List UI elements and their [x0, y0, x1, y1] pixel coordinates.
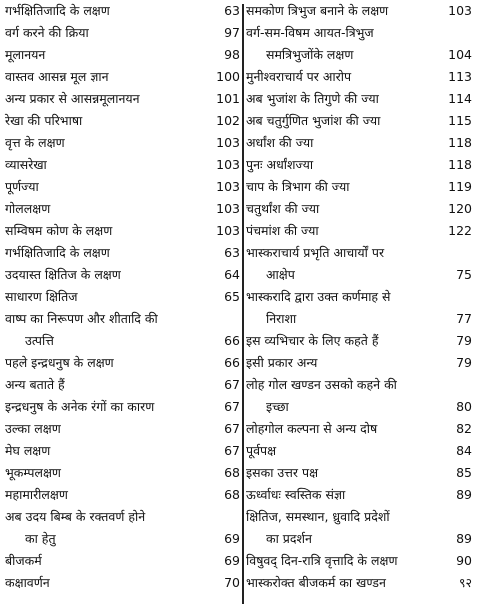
toc-entry [246, 0, 474, 22]
toc-entry-title: अर्धांश की ज्या [246, 135, 314, 150]
toc-entry-line [246, 44, 474, 66]
toc-entry-title: बीजकर्म [5, 553, 42, 568]
toc-entry [246, 440, 474, 462]
toc-entry-title: सम्विषम कोण के लक्षण [5, 223, 113, 238]
toc-page-number: 89 [456, 487, 472, 502]
toc-entry-title: समकोण त्रिभुज बनाने के लक्षण [246, 3, 389, 18]
toc-entry [5, 110, 240, 132]
toc-entry-title: व्यासरेखा [5, 157, 47, 172]
toc-entry [246, 110, 474, 132]
toc-entry-title: उल्का लक्षण [5, 421, 61, 436]
toc-page-number: 101 [216, 91, 240, 106]
toc-entry [246, 154, 474, 176]
toc-entry [246, 198, 474, 220]
toc-entry [5, 550, 240, 572]
toc-entry-title: आक्षेप [266, 267, 295, 282]
toc-entry-title: अब चतुर्गुणित भुजांश की ज्या [246, 113, 381, 128]
toc-page-number: 103 [216, 179, 240, 194]
toc-entry-title: गर्भक्षितिजादि के लक्षण [5, 3, 110, 18]
toc-entry-title: भास्करोक्त बीजकर्म का खण्डन [246, 575, 386, 590]
toc-page-number: 69 [224, 531, 240, 546]
toc-entry-line [5, 330, 240, 352]
toc-entry [5, 242, 240, 264]
toc-entry [5, 462, 240, 484]
toc-entry-line [246, 352, 474, 374]
toc-page-number: 66 [224, 333, 240, 348]
toc-entry-line [5, 462, 240, 484]
toc-entry [5, 308, 240, 352]
toc-page-number: 98 [224, 47, 240, 62]
toc-entry [5, 0, 240, 22]
toc-entry-title: अन्य प्रकार से आसन्नमूलानयन [5, 91, 140, 106]
toc-entry-title: मूलानयन [5, 47, 46, 62]
toc-entry-title: इच्छा [266, 399, 289, 414]
toc-entry-title: भास्करादि द्वारा उक्त कर्णमाह से [246, 289, 391, 304]
toc-page-number: 68 [224, 487, 240, 502]
toc-page-number: 90 [456, 553, 472, 568]
toc-entry [246, 462, 474, 484]
toc-page-number: 69 [224, 553, 240, 568]
toc-entry-line [246, 396, 474, 418]
toc-entry-title: ऊर्ध्वाधः स्वस्तिक संज्ञा [246, 487, 346, 502]
toc-entry-line [5, 66, 240, 88]
toc-entry-title: मुनीश्वराचार्य पर आरोप [246, 69, 352, 84]
toc-page-number: 68 [224, 465, 240, 480]
toc-entry [246, 484, 474, 506]
toc-entry-line [246, 66, 474, 88]
toc-page-number: 65 [224, 289, 240, 304]
toc-entry-line [5, 506, 240, 528]
toc-entry-line [246, 550, 474, 572]
toc-entry [246, 286, 474, 330]
toc-entry [5, 22, 240, 44]
toc-page-number: 80 [456, 399, 472, 414]
toc-entry [246, 572, 474, 594]
toc-entry [5, 352, 240, 374]
toc-entry-line [246, 22, 474, 44]
toc-page-number: 89 [456, 531, 472, 546]
toc-entry [5, 418, 240, 440]
toc-entry [246, 550, 474, 572]
toc-entry-title: वर्ग-सम-विषम आयत-त्रिभुज [246, 25, 374, 40]
toc-page-number: 67 [224, 399, 240, 414]
toc-entry-title: वास्तव आसन्न मूल ज्ञान [5, 69, 109, 84]
toc-entry [246, 352, 474, 374]
toc-entry-title: निराशा [266, 311, 297, 326]
toc-entry-line [246, 0, 474, 22]
column-divider [242, 4, 244, 604]
toc-page-number: 103 [216, 201, 240, 216]
toc-entry [5, 88, 240, 110]
toc-page-number: 79 [456, 333, 472, 348]
toc-entry-line [246, 220, 474, 242]
toc-page-number: 119 [448, 179, 472, 194]
toc-entry [246, 22, 474, 66]
toc-page-number: 104 [448, 47, 472, 62]
toc-entry-title: भूकम्पलक्षण [5, 465, 61, 480]
toc-entry-title: समत्रिभुजोंके लक्षण [266, 47, 354, 62]
toc-entry-line [5, 528, 240, 550]
toc-entry-title: पूर्वपक्ष [246, 443, 277, 458]
toc-page-number: 97 [224, 25, 240, 40]
toc-entry-line [246, 242, 474, 264]
toc-entry-line [246, 528, 474, 550]
toc-entry [246, 176, 474, 198]
toc-entry-line [246, 462, 474, 484]
toc-entry-line [5, 154, 240, 176]
toc-page-number: 77 [456, 311, 472, 326]
toc-page-number: 122 [448, 223, 472, 238]
toc-entry-line [5, 198, 240, 220]
toc-entry-title: इसका उत्तर पक्ष [246, 465, 319, 480]
toc-entry-title: मेघ लक्षण [5, 443, 51, 458]
toc-entry-title: अब भुजांश के तिगुणे की ज्या [246, 91, 379, 106]
toc-page-number: 66 [224, 355, 240, 370]
toc-entry-title: गर्भक्षितिजादि के लक्षण [5, 245, 110, 260]
toc-entry-line [5, 286, 240, 308]
toc-entry-title: पुनः अर्धांशज्या [246, 157, 314, 172]
toc-entry-line [5, 418, 240, 440]
toc-page-number: 82 [456, 421, 472, 436]
toc-entry-title: चतुर्थांश की ज्या [246, 201, 320, 216]
toc-entry-line [246, 418, 474, 440]
toc-entry-line [246, 440, 474, 462]
toc-entry-title: महामारीलक्षण [5, 487, 68, 502]
toc-entry [5, 396, 240, 418]
toc-page-number: 63 [224, 245, 240, 260]
toc-entry [246, 506, 474, 550]
toc-entry-line [5, 572, 240, 594]
toc-entry-title: का प्रदर्शन [266, 531, 312, 546]
toc-entry-title: पंचमांश की ज्या [246, 223, 319, 238]
toc-entry [5, 440, 240, 462]
toc-entry-title: चाप के त्रिभाग की ज्या [246, 179, 350, 194]
toc-entry-line [246, 154, 474, 176]
toc-page-number: 103 [216, 157, 240, 172]
toc-entry-line [5, 176, 240, 198]
toc-entry-line [5, 44, 240, 66]
toc-page-number: 115 [448, 113, 472, 128]
toc-entry-title: वृत्त के लक्षण [5, 135, 65, 150]
left-column [5, 0, 240, 594]
toc-entry [5, 154, 240, 176]
toc-entry-line [246, 88, 474, 110]
toc-entry [246, 374, 474, 418]
toc-entry-line [246, 264, 474, 286]
toc-page-number: 120 [448, 201, 472, 216]
toc-entry-line [5, 352, 240, 374]
toc-entry [5, 286, 240, 308]
toc-entry-line [5, 0, 240, 22]
toc-entry-line [246, 198, 474, 220]
toc-page-number: 70 [224, 575, 240, 590]
toc-entry [246, 88, 474, 110]
toc-entry-line [246, 484, 474, 506]
toc-entry [5, 44, 240, 66]
toc-entry-line [246, 286, 474, 308]
toc-entry [5, 66, 240, 88]
toc-entry-line [246, 506, 474, 528]
toc-entry-line [246, 572, 474, 594]
toc-entry-title: लोहगोल कल्पना से अन्य दोष [246, 421, 378, 436]
toc-entry-title: उत्पत्ति [25, 333, 54, 348]
toc-entry-title: रेखा की परिभाषा [5, 113, 83, 128]
toc-entry-title: लोह गोल खण्डन उसको कहने की [246, 377, 397, 392]
right-column [246, 0, 474, 594]
toc-entry-title: उदयास्त क्षितिज के लक्षण [5, 267, 121, 282]
toc-entry-title: अन्य बताते हैं [5, 377, 65, 392]
toc-page-number: 79 [456, 355, 472, 370]
toc-entry-title: साधारण क्षितिज [5, 289, 78, 304]
toc-entry-line [246, 110, 474, 132]
toc-page-number: 67 [224, 377, 240, 392]
toc-entry [5, 374, 240, 396]
toc-entry [246, 418, 474, 440]
toc-entry-title: वर्ग करने की क्रिया [5, 25, 89, 40]
toc-entry-line [5, 264, 240, 286]
toc-entry-line [5, 550, 240, 572]
toc-page-number: 67 [224, 421, 240, 436]
toc-entry [246, 132, 474, 154]
toc-page-number: ९२ [458, 575, 472, 590]
toc-entry-line [246, 132, 474, 154]
toc-entry-line [5, 88, 240, 110]
toc-entry [246, 330, 474, 352]
toc-page-number: 103 [216, 135, 240, 150]
toc-entry [5, 198, 240, 220]
toc-entry-line [5, 132, 240, 154]
toc-entry-line [5, 374, 240, 396]
toc-entry-title: विषुवद् दिन-रात्रि वृत्तादि के लक्षण [246, 553, 398, 568]
toc-entry-line [246, 374, 474, 396]
toc-entry [5, 220, 240, 242]
toc-page-number: 113 [448, 69, 472, 84]
toc-page-number: 84 [456, 443, 472, 458]
toc-entry-title: इस व्यभिचार के लिए कहते हैं [246, 333, 379, 348]
toc-page-number: 100 [216, 69, 240, 84]
toc-entry-line [5, 396, 240, 418]
toc-page-number: 102 [216, 113, 240, 128]
toc-entry-title: गोललक्षण [5, 201, 51, 216]
toc-entry-line [5, 242, 240, 264]
toc-entry [5, 506, 240, 550]
toc-page-number: 103 [448, 3, 472, 18]
toc-entry-title: भास्कराचार्य प्रभृति आचार्यों पर [246, 245, 385, 260]
toc-entry-line [5, 110, 240, 132]
toc-entry-title: इन्द्रधनुष के अनेक रंगों का कारण [5, 399, 155, 414]
toc-entry-title: कक्षावर्णन [5, 575, 50, 590]
toc-entry-line [5, 22, 240, 44]
toc-entry [5, 176, 240, 198]
toc-entry [246, 242, 474, 286]
toc-page-number: 64 [224, 267, 240, 282]
toc-entry-line [5, 440, 240, 462]
toc-entry-line [5, 484, 240, 506]
toc-page-number: 114 [448, 91, 472, 106]
toc-page-number: 67 [224, 443, 240, 458]
toc-entry [5, 484, 240, 506]
toc-entry [246, 220, 474, 242]
toc-entry-title: इसी प्रकार अन्य [246, 355, 318, 370]
toc-entry [246, 66, 474, 88]
toc-entry [5, 132, 240, 154]
toc-page-number: 103 [216, 223, 240, 238]
toc-entry-title: का हेतु [25, 531, 56, 546]
toc-entry-line [5, 308, 240, 330]
toc-entry-line [246, 330, 474, 352]
toc-page-number: 118 [448, 157, 472, 172]
toc-entry [5, 264, 240, 286]
toc-entry-title: क्षितिज, समस्थान, ध्रुवादि प्रदेशों [246, 509, 390, 524]
toc-entry-title: पहले इन्द्रधनुष के लक्षण [5, 355, 114, 370]
toc-entry [5, 572, 240, 594]
toc-page-number: 63 [224, 3, 240, 18]
toc-entry-title: वाष्प का निरूपण और शीतादि की [5, 311, 158, 326]
toc-page-number: 75 [456, 267, 472, 282]
toc-page-number: 118 [448, 135, 472, 150]
toc-entry-line [246, 176, 474, 198]
toc-page-number: 85 [456, 465, 472, 480]
toc-entry-title: अब उदय बिम्ब के रक्तवर्ण होने [5, 509, 146, 524]
toc-entry-title: पूर्णज्या [5, 179, 39, 194]
toc-entry-line [5, 220, 240, 242]
toc-entry-line [246, 308, 474, 330]
